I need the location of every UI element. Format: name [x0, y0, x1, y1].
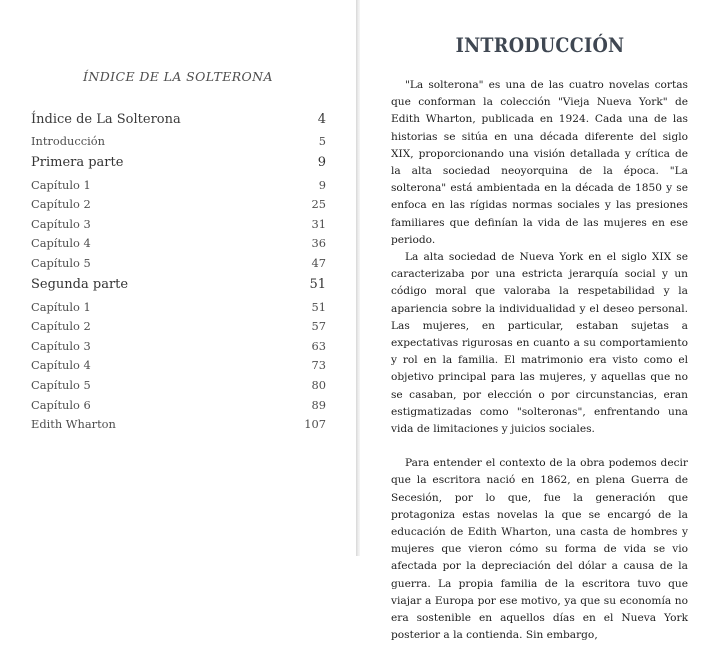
toc-entry-label: Capítulo 1 [31, 299, 91, 314]
intro-paragraph: "La solterona" es una de las cuatro novelas cortas que conforman la colección "Vieja Nueva York" de Edith Wharton, publicada en 1924. Cada una de las historias se sitúa en una década diferente del siglo XIX, proporcionando una visión detallada y crítica de la alta sociedad neoyorquina de la época. "La solterona" está ambientada en la década de 1850 y se enfoca en las rígidas normas sociales y las presiones familiares que definían la vida de las mujeres en ese periodo. [391, 79, 688, 246]
right-page-introduction [360, 0, 720, 642]
intro-paragraph: Para entender el contexto de la obra podemos decir que la escritora nació en 1862, en plena Guerra de Secesión, por lo que, fue la generación que protagoniza estas novelas la que se encargó de la educación de Edith Wharton, una casta de hombres y mujeres que vieron cómo su forma de vida se vio afectada por la depreciación del dólar a causa de la guerra. La propia familia de la escritora tuvo que viajar a Europa por ese motivo, ya que su economía no era sostenible en aquellos días en el Nueva York posterior a la contienda. Sin embargo, [391, 457, 688, 642]
toc-entry-label: Capítulo 2 [31, 197, 91, 212]
toc-entry[interactable] [31, 234, 326, 254]
toc-entry-page: 9 [317, 154, 326, 170]
toc-entry[interactable] [31, 396, 326, 416]
toc-entry[interactable] [31, 215, 326, 235]
toc-entry-label: Capítulo 5 [31, 377, 91, 392]
toc-entry-page: 80 [311, 377, 326, 392]
toc-entry-page: 57 [311, 319, 326, 334]
toc-entry-page: 25 [311, 197, 326, 212]
toc-entry[interactable] [31, 110, 326, 132]
toc-entry[interactable] [31, 317, 326, 337]
intro-paragraph: La alta sociedad de Nueva York en el siglo XIX se caracterizaba por una estricta jerarquía social y un código moral que valoraba la respetabilidad y la apariencia sobre la individualidad y el deseo personal. Las mujeres, en particular, estaban sujetas a expectativas rigurosas en cuanto a su comportamiento y rol en la familia. El matrimonio era visto como el objetivo principal para las mujeres, y aquellas que no se casaban, por elección o por circunstancias, eran estigmatizadas como "solteronas", enfrentando una vida de limitaciones y juicios sociales. [391, 251, 688, 436]
toc-entry[interactable] [31, 176, 326, 196]
intro-heading: INTRODUCCIÓN [455, 33, 625, 57]
toc-entry-label: Segunda parte [31, 276, 129, 292]
toc-entry-page: 89 [311, 397, 326, 412]
toc-entry-label: Capítulo 5 [31, 255, 91, 270]
toc-entry[interactable] [31, 195, 326, 215]
toc-list [31, 110, 326, 435]
toc-part-entry[interactable] [31, 274, 326, 298]
toc-entry-label: Edith Wharton [31, 417, 116, 432]
toc-entry-page: 36 [311, 236, 326, 251]
toc-entry-page: 51 [311, 299, 326, 314]
toc-entry-label: Capítulo 4 [31, 358, 91, 373]
toc-part-entry[interactable] [31, 152, 326, 176]
toc-entry-page: 107 [304, 417, 326, 432]
toc-entry-page: 31 [311, 216, 326, 231]
left-page-table-of-contents [0, 0, 356, 556]
toc-entry-label: Índice de La Solterona [31, 112, 181, 127]
intro-body [391, 77, 688, 645]
toc-entry-page: 5 [318, 134, 326, 148]
toc-entry[interactable] [31, 298, 326, 318]
toc-entry-label: Capítulo 6 [31, 397, 91, 412]
toc-entry-label: Capítulo 2 [31, 319, 91, 334]
toc-entry[interactable] [31, 356, 326, 376]
toc-entry-page: 63 [311, 338, 326, 353]
toc-entry[interactable] [31, 132, 326, 152]
toc-entry-label: Capítulo 3 [31, 216, 91, 231]
toc-entry[interactable] [31, 415, 326, 435]
toc-entry-label: Capítulo 1 [31, 177, 91, 192]
toc-entry[interactable] [31, 254, 326, 274]
toc-entry-page: 9 [318, 177, 326, 192]
toc-entry-page: 47 [311, 255, 326, 270]
toc-entry-label: Introducción [31, 134, 105, 148]
toc-entry-label: Capítulo 3 [31, 338, 91, 353]
toc-entry-page: 4 [317, 112, 326, 127]
toc-entry-page: 51 [309, 276, 326, 292]
toc-entry[interactable] [31, 376, 326, 396]
toc-title: ÍNDICE DE LA SOLTERONA [83, 69, 273, 84]
toc-entry-label: Primera parte [31, 154, 124, 170]
toc-entry-page: 73 [311, 358, 326, 373]
toc-entry[interactable] [31, 337, 326, 357]
toc-entry-label: Capítulo 4 [31, 236, 91, 251]
